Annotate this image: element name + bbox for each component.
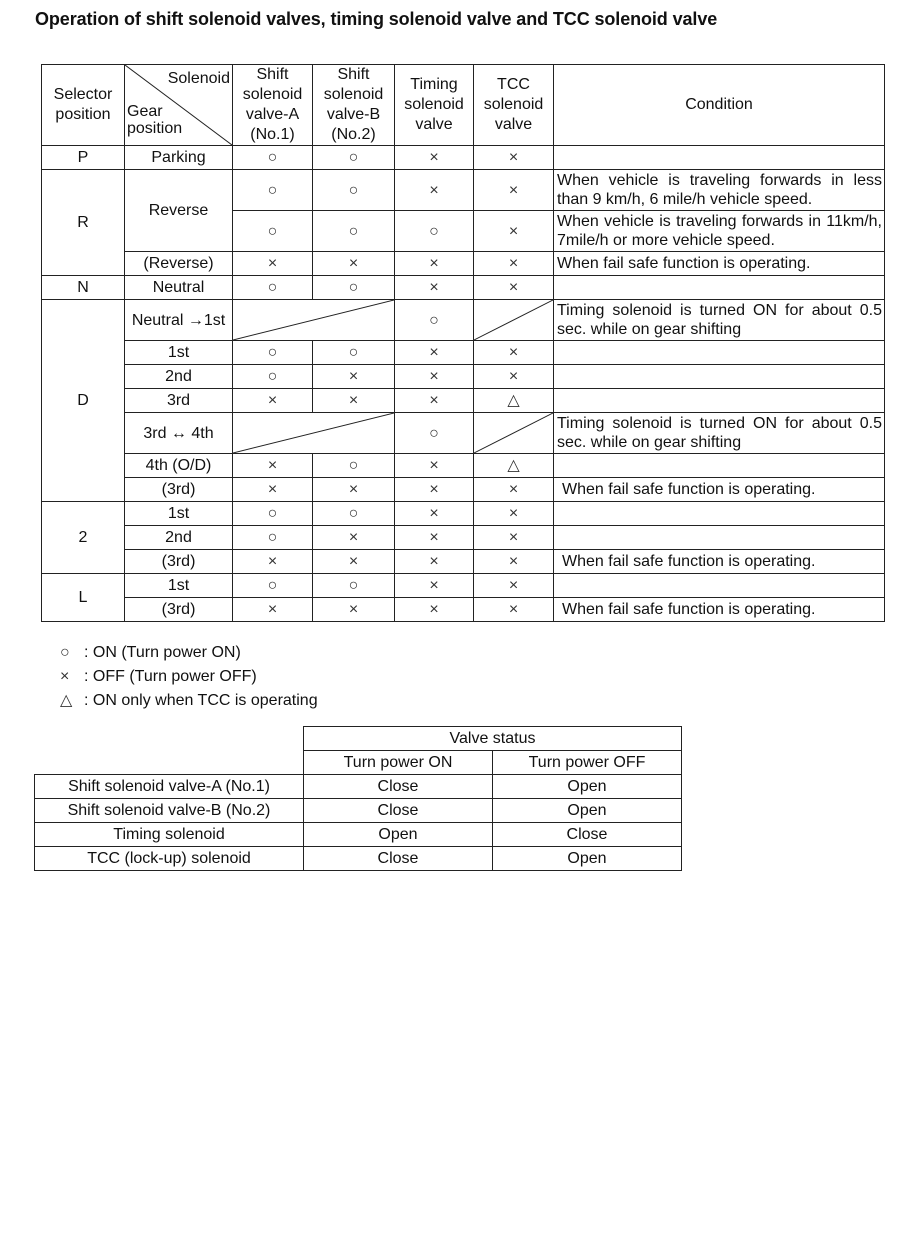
shift-a-state: ×: [233, 454, 313, 478]
shift-a-state: ×: [233, 252, 313, 276]
condition-cell: When vehicle is traveling forwards in 11km/h, 7mile/h or more vehicle speed.: [554, 211, 885, 252]
header-solenoid-gear-corner: [125, 65, 233, 146]
tcc-state: ×: [474, 598, 554, 622]
condition-cell: [554, 454, 885, 478]
gear-cell: Parking: [125, 146, 233, 170]
selector-cell: N: [42, 276, 125, 300]
header-shift-valve-a: Shift solenoid valve-A (No.1): [233, 65, 313, 146]
gear-cell: Reverse: [125, 170, 233, 252]
gear-cell: 1st: [125, 341, 233, 365]
tcc-state: ×: [474, 550, 554, 574]
tcc-state: ×: [474, 211, 554, 252]
gear-cell: (3rd): [125, 598, 233, 622]
blank-corner: [35, 727, 304, 751]
shift-b-state: ×: [313, 478, 395, 502]
timing-state: ×: [395, 389, 474, 413]
legend-text: : OFF (Turn power OFF): [84, 668, 257, 685]
gear-cell: 3rd ↔ 4th: [125, 413, 233, 454]
selector-cell: L: [42, 574, 125, 622]
legend-text: : ON only when TCC is operating: [84, 692, 318, 709]
status-row: [35, 799, 682, 823]
condition-cell: Timing solenoid is turned ON for about 0.5 sec. while on gear shifting: [554, 300, 885, 341]
shift-a-state: ×: [233, 478, 313, 502]
condition-cell: When fail safe function is operating.: [554, 550, 885, 574]
timing-state: ×: [395, 170, 474, 211]
gear-cell: 2nd: [125, 526, 233, 550]
table-row: [42, 574, 885, 598]
not-applicable-cell: [474, 413, 554, 454]
status-group-header-row: [35, 727, 682, 751]
shift-b-state: ○: [313, 170, 395, 211]
gear-cell: (3rd): [125, 478, 233, 502]
timing-state: ○: [395, 413, 474, 454]
tcc-state: ×: [474, 526, 554, 550]
shift-a-state: ○: [233, 146, 313, 170]
gear-cell: Neutral →1st: [125, 300, 233, 341]
shift-b-state: ○: [313, 146, 395, 170]
diagonal-slash: [233, 300, 394, 340]
timing-state: ○: [395, 300, 474, 341]
header-gear-position-label: Gear position: [127, 103, 183, 137]
condition-cell: [554, 146, 885, 170]
table-row: [42, 170, 885, 211]
shift-a-state: ○: [233, 276, 313, 300]
diagonal-slash: [233, 413, 394, 453]
timing-state: ×: [395, 341, 474, 365]
tcc-state: ×: [474, 365, 554, 389]
legend-item: [60, 641, 318, 665]
tcc-state: △: [474, 389, 554, 413]
timing-state: ×: [395, 502, 474, 526]
valve-status-header: Valve status: [304, 727, 682, 751]
timing-state: ×: [395, 550, 474, 574]
tcc-state: ×: [474, 478, 554, 502]
header-solenoid-label: Solenoid: [167, 70, 230, 87]
header-shift-valve-b: Shift solenoid valve-B (No.2): [313, 65, 395, 146]
tcc-state: △: [474, 454, 554, 478]
solenoid-operation-table: [41, 64, 885, 622]
tcc-state: ×: [474, 276, 554, 300]
shift-b-state: ○: [313, 341, 395, 365]
power-off-status: Close: [493, 823, 682, 847]
shift-a-state: ○: [233, 574, 313, 598]
condition-cell: When fail safe function is operating.: [554, 252, 885, 276]
symbol-legend: [60, 641, 318, 713]
shift-b-state: ×: [313, 389, 395, 413]
triangle-tcc-icon: △: [60, 692, 73, 709]
table-row: [42, 300, 885, 341]
tcc-state: ×: [474, 170, 554, 211]
shift-b-state: ○: [313, 211, 395, 252]
shift-a-state: ○: [233, 502, 313, 526]
timing-state: ×: [395, 252, 474, 276]
table-row: [42, 365, 885, 389]
status-row: [35, 775, 682, 799]
valve-name: Shift solenoid valve-B (No.2): [35, 799, 304, 823]
header-timing-valve: Timing solenoid valve: [395, 65, 474, 146]
power-on-status: Close: [304, 799, 493, 823]
table-row: [42, 276, 885, 300]
condition-cell: [554, 341, 885, 365]
condition-cell: [554, 574, 885, 598]
cross-off-icon: ×: [60, 668, 70, 685]
shift-a-state: ×: [233, 550, 313, 574]
condition-cell: [554, 526, 885, 550]
shift-a-state: ○: [233, 365, 313, 389]
gear-cell: 1st: [125, 502, 233, 526]
shift-b-state: ×: [313, 550, 395, 574]
selector-cell: 2: [42, 502, 125, 574]
tcc-state: ×: [474, 502, 554, 526]
status-column-header-row: [35, 751, 682, 775]
timing-state: ×: [395, 574, 474, 598]
header-condition: Condition: [554, 65, 885, 146]
tcc-state: ×: [474, 252, 554, 276]
timing-state: ×: [395, 478, 474, 502]
timing-state: ×: [395, 598, 474, 622]
power-on-status: Close: [304, 775, 493, 799]
table-row: [42, 550, 885, 574]
timing-state: ×: [395, 526, 474, 550]
table-row: [42, 389, 885, 413]
shift-b-state: ○: [313, 276, 395, 300]
timing-state: ×: [395, 365, 474, 389]
header-selector-position: Selector position: [42, 65, 125, 146]
gear-cell: (3rd): [125, 550, 233, 574]
not-applicable-cell: [233, 300, 395, 341]
gear-cell: 3rd: [125, 389, 233, 413]
shift-a-state: ○: [233, 341, 313, 365]
page-title: Operation of shift solenoid valves, timing solenoid valve and TCC solenoid valve: [35, 9, 718, 29]
shift-b-state: ×: [313, 598, 395, 622]
valve-name: TCC (lock-up) solenoid: [35, 847, 304, 871]
shift-a-state: ○: [233, 526, 313, 550]
table-row: [42, 598, 885, 622]
timing-state: ×: [395, 146, 474, 170]
condition-cell: When vehicle is traveling forwards in less than 9 km/h, 6 mile/h vehicle speed.: [554, 170, 885, 211]
condition-cell: When fail safe function is operating.: [554, 598, 885, 622]
power-on-status: Open: [304, 823, 493, 847]
table-row: [42, 526, 885, 550]
shift-a-state: ×: [233, 598, 313, 622]
status-row: [35, 847, 682, 871]
valve-name: Shift solenoid valve-A (No.1): [35, 775, 304, 799]
shift-b-state: ○: [313, 502, 395, 526]
timing-state: ○: [395, 211, 474, 252]
table-row: [42, 146, 885, 170]
header-row: [42, 65, 885, 146]
shift-b-state: ×: [313, 526, 395, 550]
table-row: [42, 502, 885, 526]
header-tcc-valve: TCC solenoid valve: [474, 65, 554, 146]
turn-power-off-header: Turn power OFF: [493, 751, 682, 775]
legend-item: [60, 665, 318, 689]
selector-cell: D: [42, 300, 125, 502]
timing-state: ×: [395, 276, 474, 300]
condition-cell: [554, 365, 885, 389]
valve-name: Timing solenoid: [35, 823, 304, 847]
gear-cell: 4th (O/D): [125, 454, 233, 478]
legend-item: [60, 689, 318, 713]
diagonal-slash: [474, 413, 553, 453]
not-applicable-cell: [474, 300, 554, 341]
tcc-state: ×: [474, 574, 554, 598]
shift-a-state: ×: [233, 389, 313, 413]
shift-b-state: ○: [313, 454, 395, 478]
condition-cell: Timing solenoid is turned ON for about 0.5 sec. while on gear shifting: [554, 413, 885, 454]
condition-cell: [554, 276, 885, 300]
shift-a-state: ○: [233, 170, 313, 211]
table-row: [42, 252, 885, 276]
shift-b-state: ×: [313, 252, 395, 276]
table-row: [42, 413, 885, 454]
condition-cell: [554, 389, 885, 413]
table-row: [42, 454, 885, 478]
gear-cell: (Reverse): [125, 252, 233, 276]
table-row: [42, 478, 885, 502]
condition-cell: When fail safe function is operating.: [554, 478, 885, 502]
not-applicable-cell: [233, 413, 395, 454]
status-row: [35, 823, 682, 847]
selector-cell: P: [42, 146, 125, 170]
turn-power-on-header: Turn power ON: [304, 751, 493, 775]
legend-text: : ON (Turn power ON): [84, 644, 241, 661]
power-off-status: Open: [493, 799, 682, 823]
selector-cell: R: [42, 170, 125, 276]
tcc-state: ×: [474, 146, 554, 170]
power-on-status: Close: [304, 847, 493, 871]
shift-a-state: ○: [233, 211, 313, 252]
valve-status-table: [34, 726, 682, 871]
condition-cell: [554, 502, 885, 526]
power-off-status: Open: [493, 775, 682, 799]
gear-cell: 1st: [125, 574, 233, 598]
shift-b-state: ○: [313, 574, 395, 598]
circle-on-icon: ○: [60, 644, 70, 661]
diagonal-slash: [474, 300, 553, 340]
blank-corner: [35, 751, 304, 775]
timing-state: ×: [395, 454, 474, 478]
gear-cell: 2nd: [125, 365, 233, 389]
shift-b-state: ×: [313, 365, 395, 389]
gear-cell: Neutral: [125, 276, 233, 300]
power-off-status: Open: [493, 847, 682, 871]
table-row: [42, 341, 885, 365]
tcc-state: ×: [474, 341, 554, 365]
